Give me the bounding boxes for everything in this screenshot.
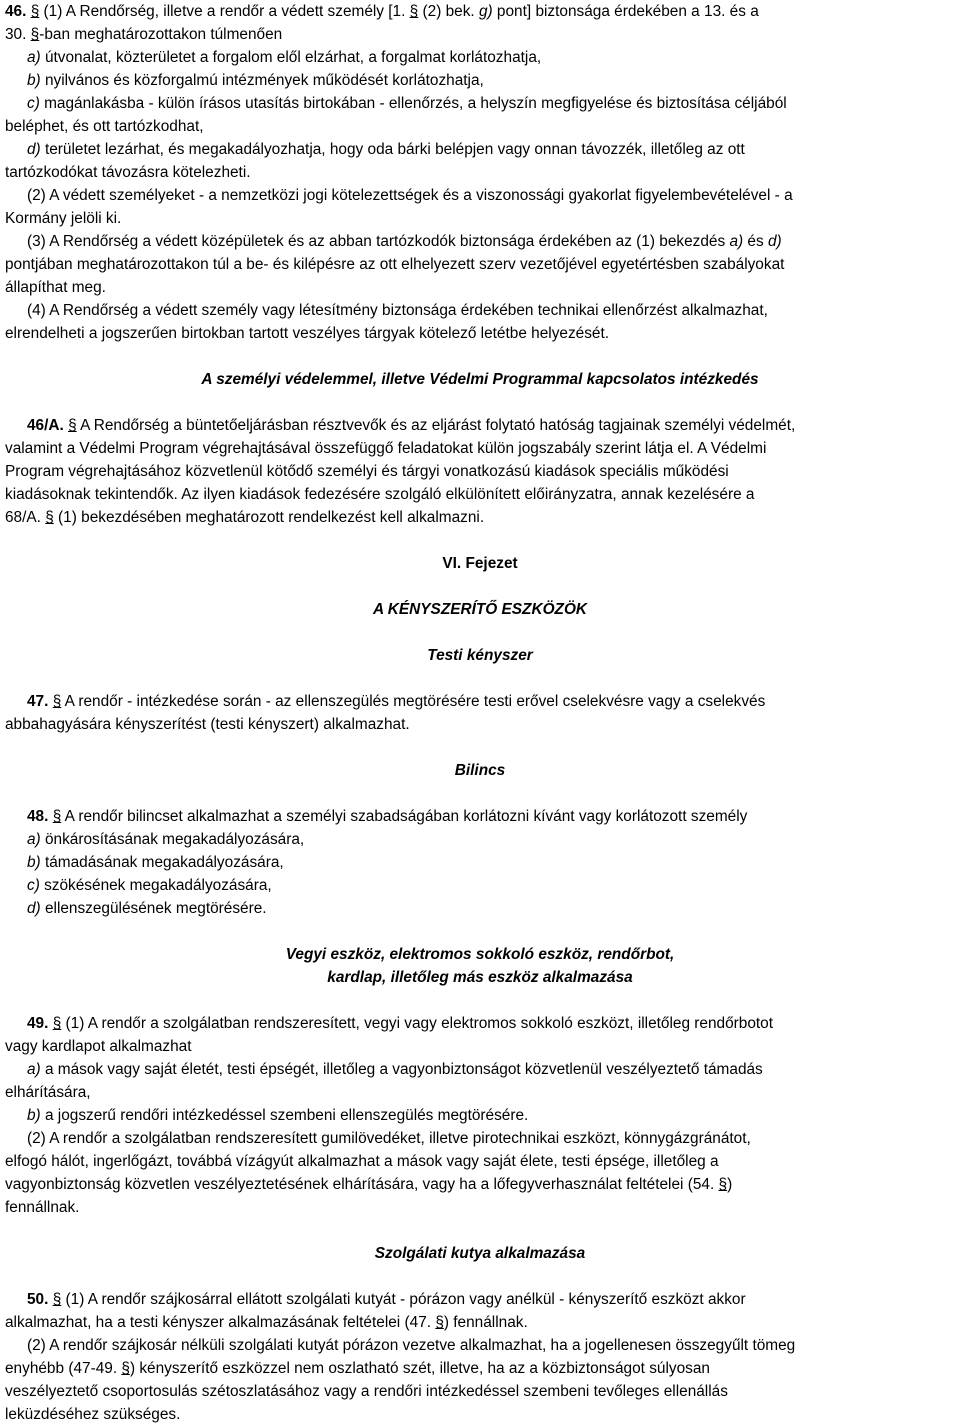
spacer [5,529,955,552]
section-number: 46/A. [27,417,64,434]
p46-point-c-cont: beléphet, és ott tartózkodhat, [5,118,204,135]
p50-line-1 [5,1288,955,1311]
text: a jogszerű rendőri intézkedéssel szembeni ellenszegülés megtörésére. [40,1107,529,1124]
p46-sub3-1 [5,230,955,253]
text: pont] biztonsága érdekében a 13. és a [492,3,759,20]
point-label: b) [27,72,41,89]
text: (1) bekezdésében meghatározott rendelkezést kell alkalmazni. [53,509,485,526]
heading-50: Szolgálati kutya alkalmazása [374,1245,586,1262]
p46a-line-5 [5,506,955,529]
p46-sub4-2: elrendelheti a jogszerűen birtokban tartott veszélyes tárgyak kötelező letétbe helyezését. [5,325,610,342]
text: alkalmazhat, ha a testi kényszer alkalmazásának feltételei (47. [5,1314,436,1331]
section-number: 47. [27,693,49,710]
text: támadásának megakadályozására, [40,854,284,871]
text: vagyonbiztonság közvetlen veszélyeztetésének elhárítására, vagy ha a lőfegyverhasználat feltételei (54. [5,1176,719,1193]
point-label: d) [27,900,41,917]
p46-sub4-1: (4) A Rendőrség a védett személy vagy létesítmény biztonsága érdekében technikai ellenőrzést alkalmazhat, [27,302,768,319]
p48-line-1 [5,805,955,828]
section-link[interactable]: § [30,26,40,43]
text: enyhébb (47-49. [5,1360,122,1377]
point-label: a) [27,49,41,66]
section-number: 49. [27,1015,49,1032]
p48-point-d [5,897,955,920]
text: magánlakásba - külön írásos utasítás birtokában - ellenőrzés, a helyszín megfigyelése és biztosítása céljából [39,95,787,112]
heading-47: Testi kényszer [427,647,533,664]
point-label: d) [27,141,41,158]
p46a-line-3: Program végrehajtásához közvetlenül kötődő személyi és tárgyi vonatkozású kiadások speciális működési [5,463,729,480]
p46-line-1 [5,0,955,23]
p46-sub3-3: állapíthat meg. [5,279,106,296]
chapter-number: VI. Fejezet [442,555,518,572]
p47-line-1 [5,690,955,713]
point-label: c) [27,95,40,112]
p46-sub2-2: Kormány jelöli ki. [5,210,122,227]
spacer [5,782,955,805]
section-link[interactable]: § [121,1360,130,1377]
p49-line-2: vagy kardlapot alkalmazhat [5,1038,192,1055]
text: 30. [5,26,31,43]
text: ) kényszerítő eszközzel nem oszlatható szét, illetve, ha az a közbiztonságot súlyosan [129,1360,710,1377]
p48-point-a [5,828,955,851]
p49-point-b [5,1104,955,1127]
p47-line-2: abbahagyására kényszerítést (testi kényszert) alkalmazhat. [5,716,410,733]
p46a-line-1 [5,414,955,437]
p49-point-a [5,1058,955,1081]
section-link[interactable]: § [30,3,40,20]
point-label: c) [27,877,40,894]
heading-46a: A személyi védelemmel, illetve Védelmi Programmal kapcsolatos intézkedés [201,371,759,388]
spacer [5,575,955,598]
section-number: 50. [27,1291,49,1308]
p46a-line-2: valamint a Védelmi Program végrehajtásával összefüggő feladatokat külön jogszabály szerint látja el. A Védelmi [5,440,767,457]
text: szökésének megakadályozására, [39,877,272,894]
spacer [5,667,955,690]
text: (2) bek. [418,3,479,20]
spacer [5,920,955,943]
p46-point-d-cont: tartózkodókat távozásra kötelezheti. [5,164,251,181]
section-link[interactable]: § [45,509,54,526]
p46-point-c [5,92,955,115]
text: (1) A rendőr szájkosárral ellátott szolgálati kutyát - pórázon vagy anélkül - kényszerítő eszközt akkor [61,1291,746,1308]
text: A Rendőrség a büntetőeljárásban résztvevők és az eljárást folytató hatóság tagjainak személyi védelmét, [76,417,796,434]
p50-sub2-2 [5,1357,955,1380]
p46a-line-4: kiadásoknak tekintendők. Az ilyen kiadások fedezésére szolgáló elkülönített előirányzatra, annak kezelésére a [5,486,755,503]
p46-sub2-1: (2) A védett személyeket - a nemzetközi jogi kötelezettségek és a viszonossági gyakorlat figyelembevételével - a [27,187,793,204]
spacer [5,345,955,368]
p46-point-d [5,138,955,161]
heading-48: Bilincs [454,762,506,779]
section-number: 46. [5,3,27,20]
section-link[interactable]: § [68,417,77,434]
p48-point-c [5,874,955,897]
text: A rendőr bilincset alkalmazhat a személyi szabadságában korlátozni kívánt vagy korlátozott személy [61,808,748,825]
section-link[interactable]: § [409,3,419,20]
heading-49-line-2: kardlap, illetőleg más eszköz alkalmazása [327,969,633,986]
section-link[interactable]: § [52,808,62,825]
section-link[interactable]: § [52,693,62,710]
heading-49-line-1: Vegyi eszköz, elektromos sokkoló eszköz, rendőrbot, [285,946,675,963]
spacer [5,1265,955,1288]
spacer [5,1219,955,1242]
p50-sub2-1: (2) A rendőr szájkosár nélküli szolgálati kutyát pórázon vezetve alkalmazhat, ha a jogellenesen összegyűlt tömeg [27,1337,796,1354]
point-label: b) [27,854,41,871]
p50-sub2-4: leküzdéséhez szükséges. [5,1406,181,1423]
p49-point-a-cont: elhárítására, [5,1084,91,1101]
point-label: g) [478,3,493,20]
spacer [5,621,955,644]
text: A rendőr - intézkedése során - az ellenszegülés megtörésére testi erővel cselekvésre vagy a cselekvés [61,693,766,710]
spacer [5,989,955,1012]
text: területet lezárhat, és megakadályozhatja, hogy oda bárki belépjen vagy onnan távozzék, illetőleg az ott [40,141,745,158]
point-label: d) [767,233,782,250]
point-label: b) [27,1107,41,1124]
p46-point-b [5,69,955,92]
text: (3) A Rendőrség a védett középületek és az abban tartózkodók biztonsága érdekében az (1) bekezdés [27,233,730,250]
spacer [5,736,955,759]
text: ) fennállnak. [443,1314,528,1331]
text: (1) A rendőr a szolgálatban rendszeresített, vegyi vagy elektromos sokkoló eszközt, illetőleg rendőrbotot [61,1015,774,1032]
point-label: a) [27,831,41,848]
section-link[interactable]: § [52,1291,62,1308]
p49-sub2-2: elfogó hálót, ingerlőgázt, továbbá vízágyút alkalmazhat a mások vagy saját élete, testi épsége, illetőleg a [5,1153,719,1170]
text: ) [727,1176,733,1193]
p49-sub2-4: fennállnak. [5,1199,80,1216]
p46-sub3-2: pontjában meghatározottakon túl a be- és kilépésre az ott elhelyezett szerv vezetőjével egyetértésben szabályokat [5,256,785,273]
point-label: a) [729,233,744,250]
p49-line-1 [5,1012,955,1035]
p50-line-2 [5,1311,955,1334]
text: és [743,233,768,250]
text: (1) A Rendőrség, illetve a rendőr a védett személy [1. [39,3,410,20]
text: 68/A. [5,509,46,526]
section-link[interactable]: § [52,1015,62,1032]
spacer [5,391,955,414]
chapter-title: A KÉNYSZERÍTŐ ESZKÖZÖK [372,601,588,618]
p49-sub2-1: (2) A rendőr a szolgálatban rendszeresített gumilövedéket, illetve pirotechnikai eszközt, könnygázgránátot, [27,1130,751,1147]
p46-line-2 [5,23,955,46]
point-label: a) [27,1061,41,1078]
p48-point-b [5,851,955,874]
text: önkárosításának megakadályozására, [40,831,305,848]
text: a mások vagy saját életét, testi épségét, illetőleg a vagyonbiztonságot közvetlenül veszélyeztető támadás [40,1061,763,1078]
p49-sub2-3 [5,1173,955,1196]
section-link[interactable]: § [435,1314,444,1331]
text: -ban meghatározottakon túlmenően [39,26,283,43]
p46-point-a [5,46,955,69]
text: útvonalat, közterületet a forgalom elől elzárhat, a forgalmat korlátozhatja, [40,49,542,66]
section-number: 48. [27,808,49,825]
p50-sub2-3: veszélyeztető csoportosulás szétoszlatásához vagy a rendőri intézkedéssel szembeni tevőleges ellenállás [5,1383,728,1400]
section-link[interactable]: § [718,1176,728,1193]
text: nyilvános és közforgalmú intézmények működését korlátozhatja, [40,72,484,89]
text: ellenszegülésének megtörésére. [40,900,267,917]
